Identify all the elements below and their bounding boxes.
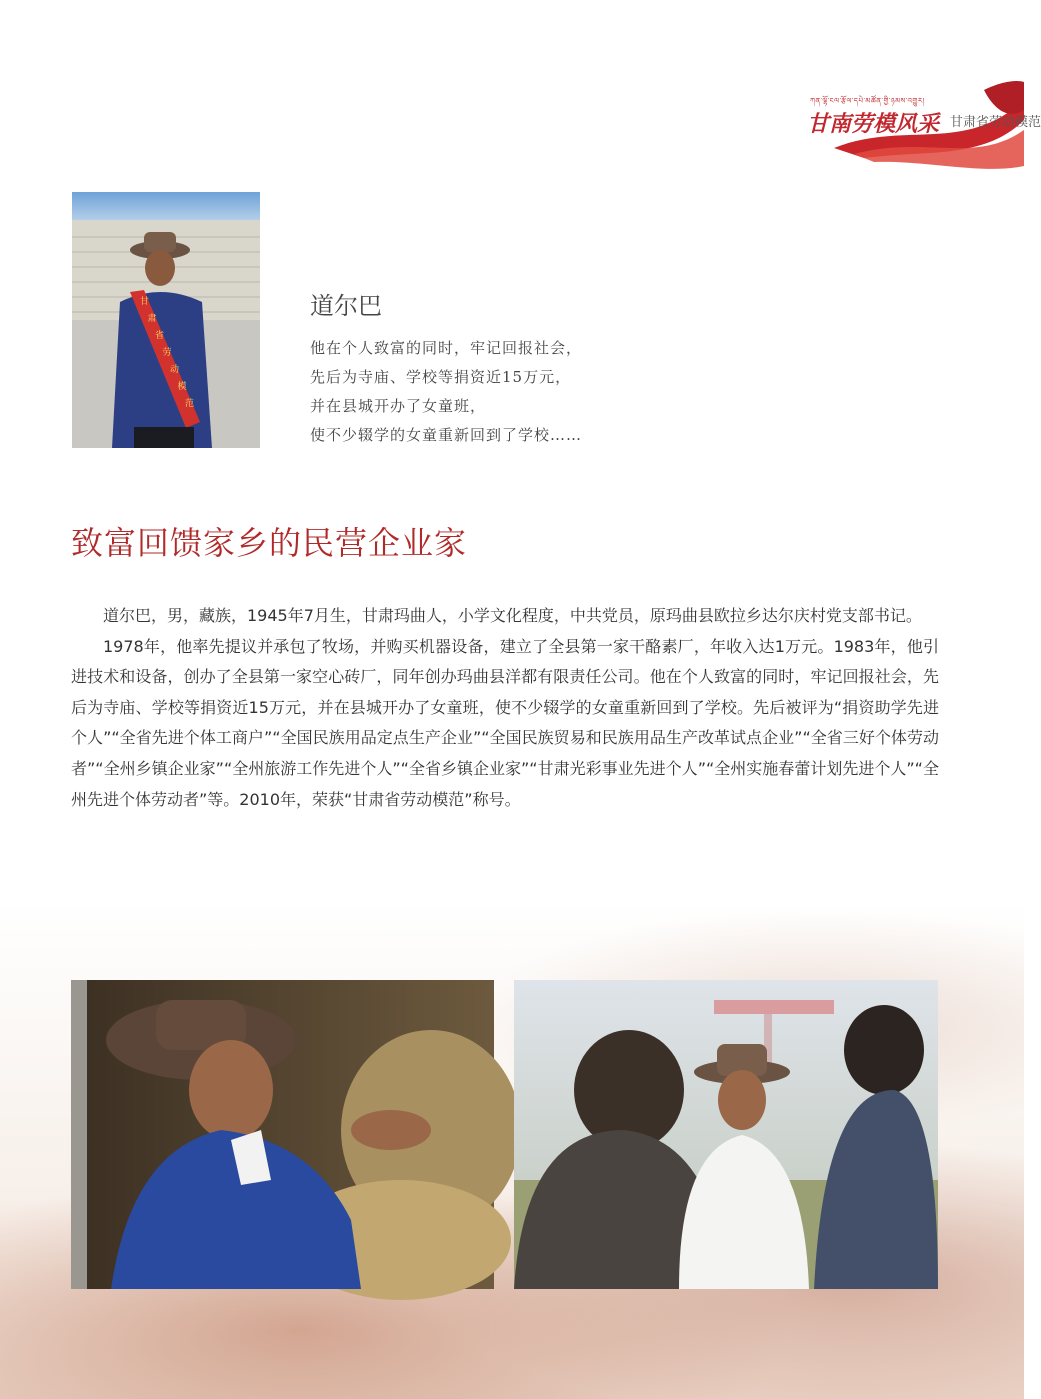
body-paragraph: 1978年，他率先提议并承包了牧场，并购买机器设备，建立了全县第一家干酪素厂，年收入达1万元。1983年，他引进技术和设备，创办了全县第一家空心砖厂，同年创办玛曲县洋都有限责任公司。他在个人致富的同时，牢记回报社会，先后为寺庙、学校等捐资近15万元，并在县城开办了女童班，使不少辍学的女童重新回到了学校。先后被评为“捐资助学先进个人”“全省先进个体工商户”“全国民族用品定点生产企业”“全国民族贸易和民族用品生产改革试点企业”“全省三好个体劳动者”“全州乡镇企业家”“全州旅游工作先进个人”“全省乡镇企业家”“甘肃光彩事业先进个人”“全州实施春蕾计划先进个人”“全州先进个体劳动者”等。2010年，荣获“甘肃省劳动模范”称号。: [71, 636, 939, 809]
sash-character: 肃: [147, 314, 157, 324]
header-brand: [604, 80, 1041, 170]
article-body: [71, 601, 939, 815]
portrait-photo: [72, 192, 260, 448]
article-title: 致富回馈家乡的民营企业家: [71, 524, 468, 562]
sash-character: 动: [170, 365, 180, 375]
quote-line: 先后为寺庙、学校等捐资近15万元，: [310, 368, 572, 386]
brand-title: 甘南劳模风采: [807, 111, 940, 137]
sash-character: 范: [185, 399, 195, 409]
quote-line: 并在县城开办了女童班，: [310, 397, 487, 415]
intro-quote: [310, 334, 582, 450]
tibetan-brand-line: ཀན་ལྷོ་ངལ་རྩོལ་དཔེ་མཚོན་གྱི་ཉམས་འགྱུར།: [810, 97, 925, 105]
body-paragraph: 道尔巴，男，藏族，1945年7月生，甘肃玛曲人，小学文化程度，中共党员，原玛曲县欧拉乡达尔庆村党支部书记。: [103, 606, 922, 625]
brand-subtitle: 甘肃省劳动模范: [950, 115, 1041, 130]
quote-line: 使不少辍学的女童重新回到了学校……: [310, 426, 583, 444]
sash-character: 模: [177, 382, 187, 392]
sash-character: 省: [155, 331, 165, 341]
sash-character: 甘: [140, 297, 150, 307]
hay-photo: [71, 980, 494, 1289]
quote-line: 他在个人致富的同时，牢记回报社会，: [310, 339, 583, 357]
sash-character: 劳: [162, 348, 172, 358]
person-name: 道尔巴: [310, 292, 382, 320]
conversation-photo: [514, 980, 938, 1289]
